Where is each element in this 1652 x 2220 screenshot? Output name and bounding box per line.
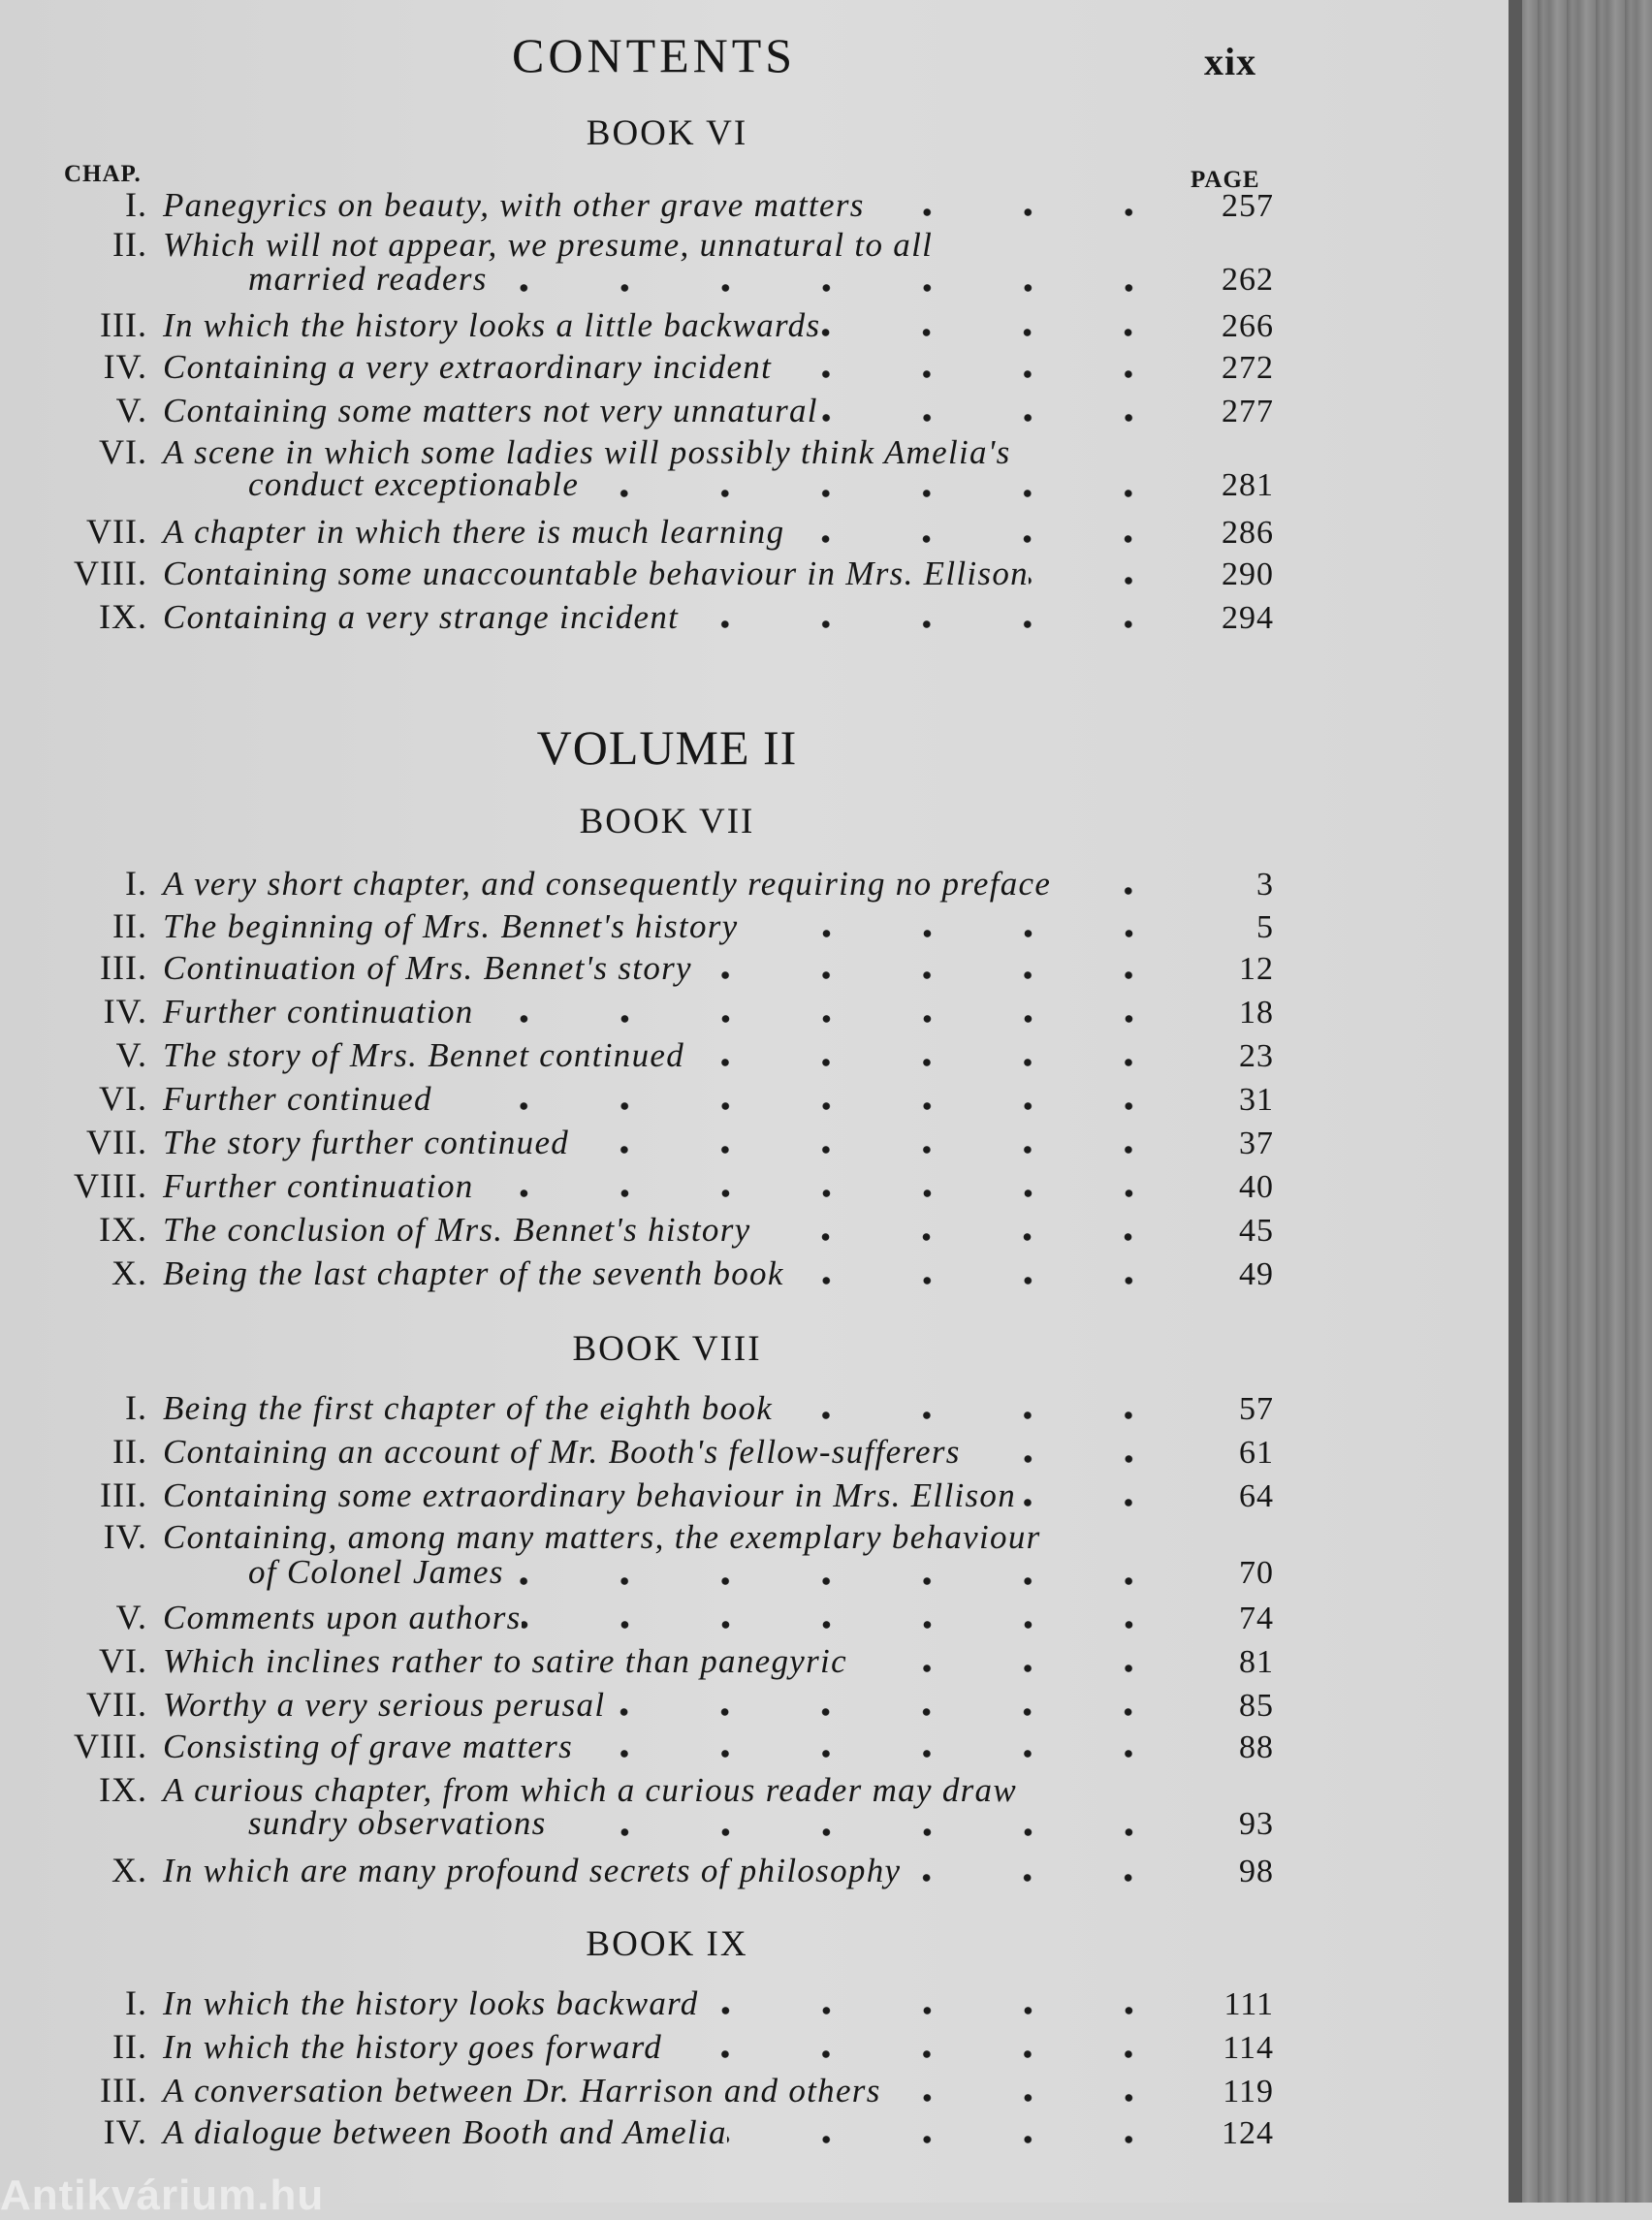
chapter-number: V.	[115, 1035, 147, 1074]
dot-leader	[522, 1620, 1183, 1630]
page-number: 31	[1239, 1082, 1274, 1118]
dot-leader	[750, 1232, 1183, 1242]
chapter-number: I.	[125, 1983, 147, 2022]
chapter-title: In which the history looks backward	[163, 1984, 699, 2022]
chapter-number: III.	[100, 2071, 147, 2109]
page-number: 40	[1239, 1169, 1274, 1205]
chapter-title: sundry observations	[248, 1804, 547, 1842]
toc-entry	[0, 1553, 1274, 1596]
toc-entry	[0, 1684, 1274, 1727]
dot-leader	[727, 2135, 1183, 2144]
toc-entry	[0, 2111, 1274, 2154]
page-number: 85	[1239, 1688, 1274, 1724]
page-number: 257	[1222, 188, 1274, 224]
chapter-number: VIII.	[74, 1166, 147, 1205]
chapter-number: II.	[112, 906, 147, 945]
toc-entry	[0, 1034, 1274, 1077]
toc-entry	[0, 596, 1274, 639]
page-number: 57	[1239, 1391, 1274, 1427]
toc-entry	[0, 905, 1274, 948]
toc-entry	[0, 1597, 1274, 1639]
toc-entry	[0, 553, 1274, 595]
toc-entry	[0, 991, 1274, 1033]
dot-leader	[474, 1014, 1183, 1024]
chapter-title: A conversation between Dr. Harrison and others	[163, 2072, 881, 2109]
page-number: 93	[1239, 1806, 1274, 1842]
toc-entry	[0, 1253, 1274, 1295]
page-number: 114	[1223, 2030, 1274, 2066]
page-number: 3	[1256, 867, 1274, 903]
running-head: CONTENTS	[512, 28, 797, 82]
toc-entry	[0, 1078, 1274, 1121]
page-number: 49	[1239, 1256, 1274, 1292]
toc-entry	[0, 184, 1274, 227]
chapter-number: V.	[115, 391, 147, 429]
chapter-number: VIII.	[74, 554, 147, 592]
chapter-title: The story of Mrs. Bennet continued	[163, 1036, 685, 1074]
toc-entry	[0, 304, 1274, 347]
chapter-title: A curious chapter, from which a curious reader may draw	[163, 1771, 1017, 1809]
chapter-title: In which are many profound secrets of philosophy	[163, 1852, 902, 1889]
toc-entry	[0, 2070, 1274, 2112]
toc-entry	[0, 390, 1274, 432]
chapter-number: IV.	[103, 1517, 147, 1556]
chapter-title: Which inclines rather to satire than panegyric	[163, 1642, 847, 1680]
dot-leader	[1051, 886, 1183, 896]
book-heading: BOOK VII	[579, 802, 755, 841]
chapter-title: In which the history goes forward	[163, 2028, 663, 2066]
page-number: 37	[1239, 1126, 1274, 1161]
dot-leader	[784, 1276, 1183, 1285]
chapter-title: The story further continued	[163, 1124, 570, 1161]
chapter-number: III.	[100, 305, 147, 344]
toc-entry	[0, 1475, 1274, 1517]
page-number-folio: xix	[1204, 40, 1257, 83]
dot-leader	[847, 1664, 1183, 1673]
page-number: 277	[1222, 394, 1274, 429]
toc-entry	[0, 863, 1274, 905]
page-number: 124	[1222, 2115, 1274, 2151]
chapter-number: I.	[125, 1388, 147, 1427]
chapter-title: Continuation of Mrs. Bennet's story	[163, 949, 692, 987]
page-number: 286	[1222, 515, 1274, 551]
dot-leader	[772, 369, 1183, 379]
chapter-title: Further continued	[163, 1080, 432, 1118]
chapter-title: A scene in which some ladies will possibly think Amelia's	[163, 433, 1011, 471]
chapter-number: X.	[111, 1253, 147, 1292]
dot-leader	[662, 2049, 1183, 2059]
chapter-number: IX.	[99, 1210, 147, 1249]
chapter-title: married readers	[248, 260, 488, 298]
chapter-title: Containing an account of Mr. Booth's fellow-sufferers	[163, 1433, 961, 1471]
book-heading: BOOK VIII	[572, 1329, 762, 1369]
dot-leader	[504, 1576, 1183, 1586]
page-number: 18	[1239, 995, 1274, 1031]
chapter-title: Consisting of grave matters	[163, 1728, 574, 1765]
page-column-label: PAGE	[1191, 167, 1260, 193]
chapter-number: II.	[112, 225, 147, 264]
toc-entry	[0, 947, 1274, 990]
toc-entry	[0, 1640, 1274, 1683]
chapter-title: Containing some matters not very unnatural	[163, 392, 818, 429]
dot-leader	[773, 1411, 1183, 1420]
chapter-number: VI.	[99, 1079, 147, 1118]
watermark: Antikvárium.hu	[0, 2172, 325, 2219]
chapter-title: Being the first chapter of the eighth book	[163, 1389, 774, 1427]
chapter-title: of Colonel James	[248, 1553, 504, 1591]
toc-entry	[0, 2026, 1274, 2069]
book-heading: BOOK IX	[586, 1924, 748, 1964]
dot-leader	[573, 1749, 1183, 1759]
dot-leader	[679, 619, 1183, 629]
chapter-number: II.	[112, 1432, 147, 1471]
page-number: 61	[1239, 1435, 1274, 1471]
toc-entry	[0, 465, 1274, 508]
chapter-title: Panegyrics on beauty, with other grave matters	[163, 186, 865, 224]
dot-leader	[1029, 576, 1183, 586]
chapter-title: Containing a very extraordinary incident	[163, 348, 773, 386]
chapter-title: Containing, among many matters, the exemplary behaviour	[163, 1518, 1041, 1556]
toc-entry	[0, 1431, 1274, 1474]
page-number: 88	[1239, 1729, 1274, 1765]
dot-leader	[432, 1101, 1183, 1111]
page-number: 45	[1239, 1213, 1274, 1249]
chapter-title: Further continuation	[163, 1167, 474, 1205]
page-number: 64	[1239, 1478, 1274, 1514]
dot-leader	[547, 1827, 1183, 1837]
page-number: 70	[1239, 1555, 1274, 1591]
chapter-number: II.	[112, 2027, 147, 2066]
dot-leader	[579, 489, 1183, 498]
toc-entry	[0, 1804, 1274, 1847]
page-number: 262	[1222, 262, 1274, 298]
dot-leader	[569, 1145, 1183, 1155]
chapter-title: The conclusion of Mrs. Bennet's history	[163, 1211, 751, 1249]
dot-leader	[605, 1707, 1183, 1717]
chapter-title: Containing a very strange incident	[163, 598, 680, 636]
toc-entry	[0, 1122, 1274, 1164]
dot-leader	[784, 534, 1183, 544]
dot-leader	[488, 283, 1183, 293]
toc-entry	[0, 1982, 1274, 2025]
page-number: 74	[1239, 1601, 1274, 1636]
chapter-title: Being the last chapter of the seventh book	[163, 1254, 784, 1292]
chapter-number: VII.	[86, 1123, 147, 1161]
chapter-number: V.	[115, 1598, 147, 1636]
chapter-number: X.	[111, 1851, 147, 1889]
chapter-number: VI.	[99, 432, 147, 471]
chapter-number: VII.	[86, 1685, 147, 1724]
toc-entry	[0, 260, 1274, 302]
chapter-number: IV.	[103, 992, 147, 1031]
page-number: 5	[1256, 909, 1274, 945]
dot-leader	[474, 1189, 1183, 1198]
toc-entry	[0, 1726, 1274, 1768]
page-number: 272	[1222, 350, 1274, 386]
page-number: 294	[1222, 600, 1274, 636]
page-number: 111	[1223, 1986, 1274, 2022]
page-number: 12	[1239, 951, 1274, 987]
chapter-title: Further continuation	[163, 993, 474, 1031]
chapter-title: Worthy a very serious perusal	[163, 1686, 606, 1724]
chapter-number: IX.	[99, 1770, 147, 1809]
dot-leader	[684, 1058, 1183, 1067]
volume-heading: VOLUME II	[536, 720, 798, 775]
page-number: 23	[1239, 1038, 1274, 1074]
page-number: 281	[1222, 467, 1274, 503]
toc-entry	[0, 1850, 1274, 1892]
chapter-title: conduct exceptionable	[248, 465, 580, 503]
dot-leader	[961, 1454, 1183, 1464]
dot-leader	[820, 328, 1183, 337]
toc-entry	[0, 346, 1274, 389]
chapter-number: III.	[100, 1475, 147, 1514]
page-number: 81	[1239, 1644, 1274, 1680]
chapter-title: The beginning of Mrs. Bennet's history	[163, 907, 739, 945]
chapter-title: Comments upon authors	[163, 1599, 522, 1636]
chapter-title: Containing some unaccountable behaviour in Mrs. Ellison	[163, 555, 1029, 592]
book-binding-edge	[1509, 0, 1652, 2203]
chapter-number: I.	[125, 185, 147, 224]
toc-entry	[0, 1387, 1274, 1430]
book-heading: BOOK VI	[586, 113, 748, 153]
dot-leader	[901, 1873, 1183, 1883]
chapter-title: In which the history looks a little backwards	[163, 306, 821, 344]
chapter-number: IV.	[103, 2112, 147, 2151]
dot-leader	[699, 2006, 1183, 2015]
chapter-title: A chapter in which there is much learning	[163, 513, 785, 551]
dot-leader	[1016, 1498, 1183, 1507]
chapter-title: Containing some extraordinary behaviour in Mrs. Ellison	[163, 1476, 1017, 1514]
dot-leader	[865, 207, 1183, 217]
toc-entry	[0, 1165, 1274, 1208]
chapter-number: I.	[125, 864, 147, 903]
chapter-title: A very short chapter, and consequently requiring no preface	[163, 865, 1052, 903]
page-number: 119	[1223, 2074, 1274, 2109]
dot-leader	[818, 413, 1183, 423]
toc-entry	[0, 511, 1274, 554]
chapter-number: IX.	[99, 597, 147, 636]
toc-entry	[0, 1209, 1274, 1252]
chapter-title: Which will not appear, we presume, unnatural to all	[163, 226, 934, 264]
chap-column-label: CHAP.	[64, 161, 142, 187]
chapter-number: VI.	[99, 1641, 147, 1680]
dot-leader	[881, 2093, 1183, 2103]
dot-leader	[692, 970, 1183, 980]
chapter-number: III.	[100, 948, 147, 987]
page-number: 266	[1222, 308, 1274, 344]
chapter-number: VIII.	[74, 1727, 147, 1765]
chapter-number: VII.	[86, 512, 147, 551]
chapter-number: IV.	[103, 347, 147, 386]
dot-leader	[739, 929, 1183, 938]
chapter-title: A dialogue between Booth and Amelia	[163, 2113, 727, 2151]
page-number: 290	[1222, 556, 1274, 592]
page-number: 98	[1239, 1854, 1274, 1889]
